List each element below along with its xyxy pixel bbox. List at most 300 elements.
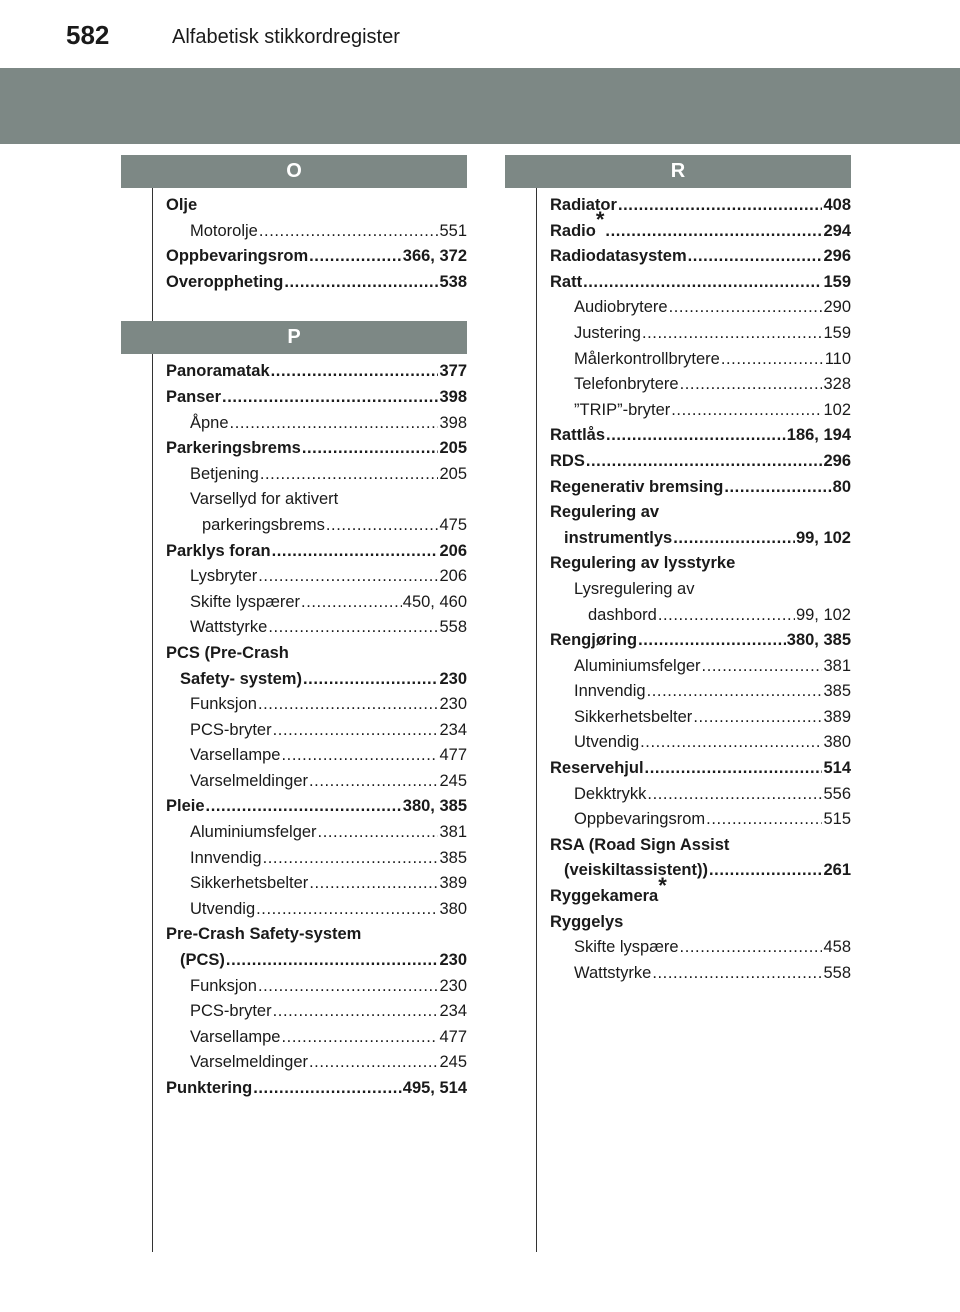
entry-pages: 377 (439, 362, 467, 381)
entry-pages: 205 (439, 439, 467, 458)
entry-label (550, 628, 637, 654)
entry-label-text: Aluminiumsfelger (574, 656, 701, 675)
entry-label (550, 244, 687, 270)
entry-pages: 245 (439, 1053, 467, 1072)
entry-label-text: ”TRIP”-bryter (574, 400, 671, 419)
index-entry (166, 897, 467, 923)
entry-label-text: Radiodatasystem (550, 247, 687, 266)
entry-pages: 380, 385 (786, 631, 851, 650)
entry-label (550, 207, 605, 245)
index-entry (166, 1050, 467, 1076)
entry-label-text: Wattstyrke (574, 963, 652, 982)
entry-label-text: (PCS) (180, 951, 225, 970)
entry-pages: 389 (823, 707, 851, 726)
entry-label (166, 244, 308, 270)
entry-pages: 558 (823, 963, 851, 982)
entry-label (166, 193, 197, 219)
entry-label-text: Ryggelys (550, 912, 624, 931)
dot-leader (273, 718, 439, 744)
section-letter-r: R (505, 155, 851, 188)
entry-label (574, 654, 701, 680)
entry-label (564, 526, 672, 552)
dot-leader (222, 385, 438, 411)
entry-label-text: Pre-Crash Safety-system (166, 925, 362, 944)
entry-pages: 234 (439, 1002, 467, 1021)
index-entry (166, 487, 467, 513)
index-entry (166, 590, 467, 616)
entry-label (574, 705, 692, 731)
index-entry (550, 654, 851, 680)
entry-pages: 389 (439, 874, 467, 893)
entry-label-text: Regulering av lysstyrke (550, 554, 736, 573)
dot-leader (263, 846, 439, 872)
dot-leader (721, 347, 824, 373)
index-entry (550, 807, 851, 833)
dot-leader (586, 449, 823, 475)
entry-label (550, 193, 617, 219)
entry-pages: 380, 385 (402, 797, 467, 816)
dot-leader (702, 654, 823, 680)
entry-pages: 385 (823, 682, 851, 701)
entry-label (190, 897, 255, 923)
dot-leader (258, 974, 439, 1000)
entry-label-text: Motorolje (190, 221, 258, 240)
entry-label (166, 436, 301, 462)
entry-label-text: Regenerativ bremsing (550, 477, 724, 496)
entry-label-text: Radio (550, 221, 596, 240)
entry-label (574, 577, 694, 603)
entry-label-text: PCS (Pre-Crash (166, 643, 289, 662)
entry-label-text: Lysbryter (190, 567, 258, 586)
entry-label (190, 219, 258, 245)
section-letter-o: O (121, 155, 467, 188)
dot-leader (258, 692, 439, 718)
entry-pages: 206 (439, 567, 467, 586)
index-entry (550, 705, 851, 731)
entry-label-text: Utvendig (574, 733, 640, 752)
index-entry (550, 347, 851, 373)
index-entry (166, 539, 467, 565)
dot-leader (709, 858, 822, 884)
entry-label-text: Betjening (190, 464, 259, 483)
dot-leader (206, 794, 402, 820)
entry-label-text: Dekktrykk (574, 784, 647, 803)
entry-label (550, 449, 585, 475)
entry-label (550, 551, 735, 577)
dot-leader (652, 961, 822, 987)
entry-label-text: instrumentlys (564, 528, 673, 547)
entry-label (190, 820, 317, 846)
dot-leader (309, 244, 402, 270)
entry-label (190, 871, 308, 897)
index-entry (550, 423, 851, 449)
entry-label-text: Oppbevaringsrom (166, 247, 309, 266)
dot-leader (724, 475, 831, 501)
index-entry (166, 794, 467, 820)
index-entry (166, 999, 467, 1025)
entry-label-text: Regulering av (550, 503, 660, 522)
dot-leader (326, 513, 439, 539)
dot-leader (302, 436, 439, 462)
dot-leader (272, 539, 439, 565)
entry-label-text: PCS-bryter (190, 1002, 272, 1021)
entry-label-text: Overoppheting (166, 272, 284, 291)
entry-pages: 366, 372 (402, 247, 467, 266)
entry-label-text: Funksjon (190, 976, 257, 995)
entry-label-text: PCS-bryter (190, 720, 272, 739)
entry-pages: 234 (439, 720, 467, 739)
entry-label-text: Varsellampe (190, 746, 281, 765)
entry-pages: 230 (439, 951, 467, 970)
entry-label-text: Lysregulering av (574, 579, 695, 598)
dot-leader (638, 628, 786, 654)
entry-label-text: Telefonbrytere (574, 375, 679, 394)
entry-pages: 558 (439, 618, 467, 637)
entry-label-text: RDS (550, 451, 585, 470)
entry-label (574, 961, 651, 987)
entry-pages: 206 (439, 541, 467, 560)
entry-pages: 398 (439, 413, 467, 432)
entry-pages: 99, 102 (795, 528, 851, 547)
dot-leader (647, 679, 823, 705)
entry-label (550, 423, 605, 449)
index-entries (121, 188, 467, 295)
dot-leader (259, 219, 439, 245)
index-entry (550, 730, 851, 756)
dot-leader (673, 526, 795, 552)
entry-label (166, 385, 221, 411)
index-entries (121, 354, 467, 1101)
entry-label (190, 564, 257, 590)
index-entry (166, 948, 467, 974)
index-entry (166, 743, 467, 769)
dot-leader (706, 807, 822, 833)
index-entry (166, 641, 467, 667)
index-entry (166, 564, 467, 590)
entry-label (574, 807, 705, 833)
index-entry (550, 935, 851, 961)
entry-pages: 380 (439, 899, 467, 918)
entry-label (574, 295, 668, 321)
index-entry (166, 219, 467, 245)
entry-label (180, 667, 302, 693)
entry-label (180, 948, 225, 974)
page-title: Alfabetisk stikkordregister (172, 26, 400, 48)
entry-label-text: Punktering (166, 1079, 253, 1097)
entry-label (550, 833, 729, 859)
entry-pages: 515 (823, 810, 851, 829)
entry-pages: 261 (823, 861, 851, 880)
entry-pages: 514 (823, 759, 851, 778)
entry-label (550, 475, 723, 501)
entry-label (190, 1050, 308, 1076)
dot-leader (647, 782, 822, 808)
dot-leader (301, 590, 402, 616)
entry-pages: 477 (439, 746, 467, 765)
dot-leader (606, 423, 786, 449)
dot-leader (303, 667, 438, 693)
entry-pages: 381 (439, 823, 467, 842)
entry-pages: 99, 102 (795, 605, 851, 624)
entry-label (190, 615, 267, 641)
index-entry (550, 833, 851, 859)
entry-pages: 450, 460 (402, 592, 467, 611)
entry-pages: 186, 194 (786, 426, 851, 445)
entry-label-text: Målerkontrollbrytere (574, 349, 720, 368)
entry-pages: 230 (439, 669, 467, 688)
entry-label (574, 347, 720, 373)
entry-label-text: Skifte lyspære (574, 938, 679, 957)
entry-label (202, 513, 325, 539)
entry-label-text: Åpne (190, 413, 229, 432)
footnote-asterisk: * (658, 872, 667, 898)
index-entry (550, 782, 851, 808)
index-entry (166, 244, 467, 270)
entry-pages: 495, 514 (402, 1079, 467, 1097)
entry-pages: 398 (439, 387, 467, 406)
index-entry (166, 922, 467, 948)
index-entry (550, 628, 851, 654)
index-entry (550, 679, 851, 705)
dot-leader (309, 871, 438, 897)
entry-label-text: Sikkerhetsbelter (190, 874, 309, 893)
entry-label-text: Sikkerhetsbelter (574, 707, 693, 726)
entry-label (574, 372, 679, 398)
entry-label-text: Audiobrytere (574, 298, 668, 317)
index-entry (166, 846, 467, 872)
entry-label-text: Funksjon (190, 695, 257, 714)
page-number: 582 (66, 20, 110, 50)
index-entry (166, 359, 467, 385)
index-entry (166, 513, 467, 539)
entry-label (574, 935, 679, 961)
entry-label (166, 270, 283, 296)
entry-label (166, 922, 361, 948)
entry-label (574, 730, 639, 756)
entry-label (190, 590, 300, 616)
entry-label (588, 603, 657, 629)
dot-leader (669, 295, 823, 321)
entry-label-text: Innvendig (574, 682, 646, 701)
index-entry (550, 526, 851, 552)
entry-label (190, 846, 262, 872)
index-entry (550, 372, 851, 398)
entry-label-text: parkeringsbrems (202, 515, 325, 534)
dot-leader (688, 244, 823, 270)
entry-label (190, 411, 229, 437)
dot-leader (309, 769, 438, 795)
entry-label-text: Ryggekamera (550, 887, 659, 906)
dot-leader (281, 743, 438, 769)
index-entries (505, 188, 851, 986)
entry-label (550, 270, 582, 296)
index-entry (166, 871, 467, 897)
entry-pages: 110 (824, 349, 851, 368)
entry-label (190, 718, 272, 744)
entry-label (574, 398, 670, 424)
dot-leader (583, 270, 822, 296)
entry-pages: 230 (439, 695, 467, 714)
entry-pages: 408 (823, 196, 851, 214)
index-entry (550, 207, 851, 245)
entry-label-text: Varselmeldinger (190, 1053, 308, 1072)
index-entry (166, 1076, 467, 1102)
page-header (0, 0, 960, 68)
dot-leader (640, 730, 822, 756)
dot-leader (693, 705, 822, 731)
entry-label-text: Utvendig (190, 899, 256, 918)
entry-pages: 538 (439, 272, 467, 291)
index-entry (166, 974, 467, 1000)
entry-pages: 296 (823, 247, 851, 266)
header-banner (0, 68, 960, 144)
index-entry (166, 270, 467, 296)
entry-label-text: Justering (574, 323, 641, 342)
entry-label (550, 500, 659, 526)
entry-label (166, 359, 270, 385)
index-entry (166, 411, 467, 437)
dot-leader (680, 372, 823, 398)
dot-leader (273, 999, 439, 1025)
entry-pages: 551 (439, 221, 467, 240)
dot-leader (271, 359, 439, 385)
entry-pages: 475 (439, 515, 467, 534)
index-entry (166, 385, 467, 411)
entry-label-text: (veiskiltassistent)) (564, 861, 708, 880)
dot-leader (645, 756, 823, 782)
entry-label (166, 641, 289, 667)
entry-label (166, 1076, 252, 1102)
index-entry (550, 321, 851, 347)
entry-label (574, 782, 646, 808)
entry-label-text: Panoramatak (166, 362, 270, 381)
entry-label (190, 769, 308, 795)
entry-label-text: Varsellyd for aktivert (190, 490, 339, 509)
index-entry (166, 820, 467, 846)
entry-label (190, 999, 272, 1025)
entry-label (190, 974, 257, 1000)
index-entry (550, 270, 851, 296)
dot-leader (260, 462, 439, 488)
index-entry (550, 577, 851, 603)
entry-pages: 477 (439, 1027, 467, 1046)
entry-label-text: Wattstyrke (190, 618, 268, 637)
dot-leader (226, 948, 439, 974)
entry-label-text: Innvendig (190, 848, 262, 867)
index-entry (166, 193, 467, 219)
index-entry (550, 551, 851, 577)
index-entry (166, 769, 467, 795)
section-letter-p: P (121, 321, 467, 354)
index-entry (166, 718, 467, 744)
dot-leader (256, 897, 438, 923)
section-gap (121, 295, 467, 321)
index-entry (166, 1025, 467, 1051)
index-entry (166, 462, 467, 488)
index-entry (550, 449, 851, 475)
dot-leader (268, 615, 438, 641)
entry-label-text: Radiator (550, 196, 617, 214)
index-entry (550, 872, 851, 910)
index-entry (550, 961, 851, 987)
right-index-column (505, 155, 851, 986)
entry-label (564, 858, 708, 884)
entry-label-text: dashbord (588, 605, 657, 624)
entry-label-text: Reservehjul (550, 759, 644, 778)
entry-label (550, 910, 623, 936)
dot-leader (258, 564, 438, 590)
entry-label-text: Parklys foran (166, 541, 271, 560)
index-entry (166, 436, 467, 462)
entry-label-text: Rattlås (550, 426, 606, 445)
entry-pages: 556 (823, 784, 851, 803)
entry-label-text: Varsellampe (190, 1027, 281, 1046)
index-entry (550, 398, 851, 424)
dot-leader (284, 270, 438, 296)
entry-label-text: Ratt (550, 272, 583, 291)
entry-label (550, 872, 667, 910)
entry-pages: 80 (832, 477, 851, 496)
entry-pages: 296 (823, 451, 851, 470)
entry-label-text: Panser (166, 387, 222, 406)
entry-label (190, 1025, 280, 1051)
entry-label-text: Aluminiumsfelger (190, 823, 317, 842)
index-entry (166, 667, 467, 693)
entry-label (166, 539, 271, 565)
entry-label-text: Pleie (166, 797, 205, 816)
index-entry (550, 756, 851, 782)
entry-pages: 385 (439, 848, 467, 867)
entry-label (574, 321, 641, 347)
entry-pages: 294 (823, 221, 851, 240)
entry-pages: 159 (823, 323, 851, 342)
entry-pages: 230 (439, 976, 467, 995)
entry-label-text: Rengjøring (550, 631, 638, 650)
dot-leader (658, 603, 795, 629)
index-entry (550, 295, 851, 321)
entry-pages: 380 (823, 733, 851, 752)
left-index-column (121, 155, 467, 1102)
dot-leader (680, 935, 823, 961)
entry-pages: 381 (823, 656, 851, 675)
footnote-asterisk: * (595, 207, 605, 233)
index-entry (550, 910, 851, 936)
entry-pages: 205 (439, 464, 467, 483)
dot-leader (671, 398, 822, 424)
entry-label (166, 794, 205, 820)
entry-label (190, 487, 338, 513)
entry-label (190, 692, 257, 718)
entry-pages: 102 (823, 400, 851, 419)
dot-leader (618, 193, 823, 219)
index-entry (550, 858, 851, 884)
entry-label-text: Varselmeldinger (190, 771, 308, 790)
entry-pages: 159 (823, 272, 851, 291)
dot-leader (642, 321, 823, 347)
entry-pages: 245 (439, 771, 467, 790)
entry-label-text: Parkeringsbrems (166, 439, 301, 458)
dot-leader (605, 219, 822, 245)
entry-label (574, 679, 646, 705)
entry-pages: 290 (823, 298, 851, 317)
entry-label (550, 756, 644, 782)
dot-leader (318, 820, 439, 846)
index-entry (166, 692, 467, 718)
index-entry (550, 500, 851, 526)
entry-pages: 328 (823, 375, 851, 394)
entry-label (190, 743, 280, 769)
entry-label-text: Oppbevaringsrom (574, 810, 706, 829)
